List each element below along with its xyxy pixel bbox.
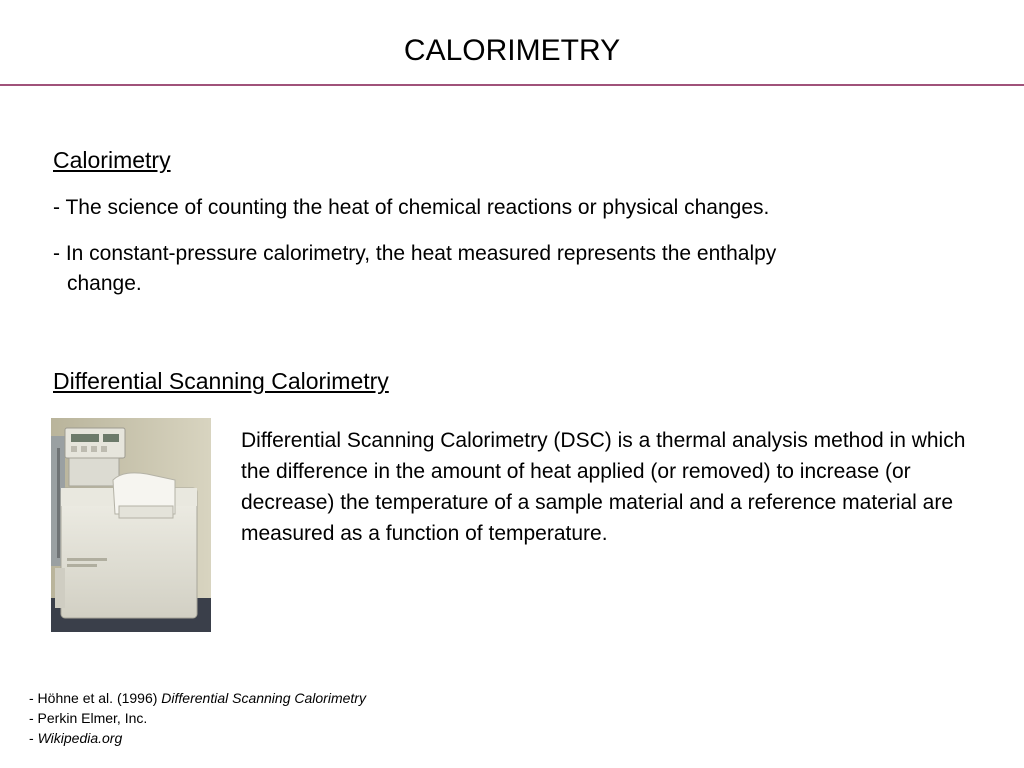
bullet-constant-pressure — [53, 239, 953, 299]
references-list — [29, 688, 366, 748]
bullet-definition — [53, 193, 953, 223]
dsc-heading: Differential Scanning Calorimetry — [53, 368, 389, 394]
reference-title: Differential Scanning Calorimetry — [161, 690, 366, 706]
dsc-instrument-illustration — [51, 418, 211, 632]
reference-item — [29, 728, 366, 748]
reference-text: - Perkin Elmer, Inc. — [29, 710, 148, 726]
dsc-description: Differential Scanning Calorimetry (DSC) is a thermal analysis method in which the difference in the amount of heat applied (or removed) to increase (or decrease) the temperature of a sample material and a reference material are measured as a function of temperature. — [241, 429, 966, 545]
dsc-instrument-photo — [51, 418, 211, 632]
reference-title: Wikipedia.org — [37, 730, 123, 746]
bullet-text-continuation: change. — [67, 272, 142, 295]
reference-item — [29, 708, 366, 728]
slide-title: CALORIMETRY — [403, 34, 621, 67]
reference-text: - — [29, 730, 38, 746]
reference-item — [29, 688, 366, 708]
bullet-text: The science of counting the heat of chemical reactions or physical changes. — [65, 196, 770, 219]
bullet-dash: - — [53, 196, 66, 219]
bullet-dash: - — [53, 242, 66, 265]
calorimetry-heading: Calorimetry — [53, 147, 171, 173]
bullet-text: In constant-pressure calorimetry, the heat measured represents the enthalpy — [65, 242, 777, 265]
reference-text: - Höhne et al. (1996) — [29, 690, 162, 706]
title-divider — [0, 84, 1024, 86]
